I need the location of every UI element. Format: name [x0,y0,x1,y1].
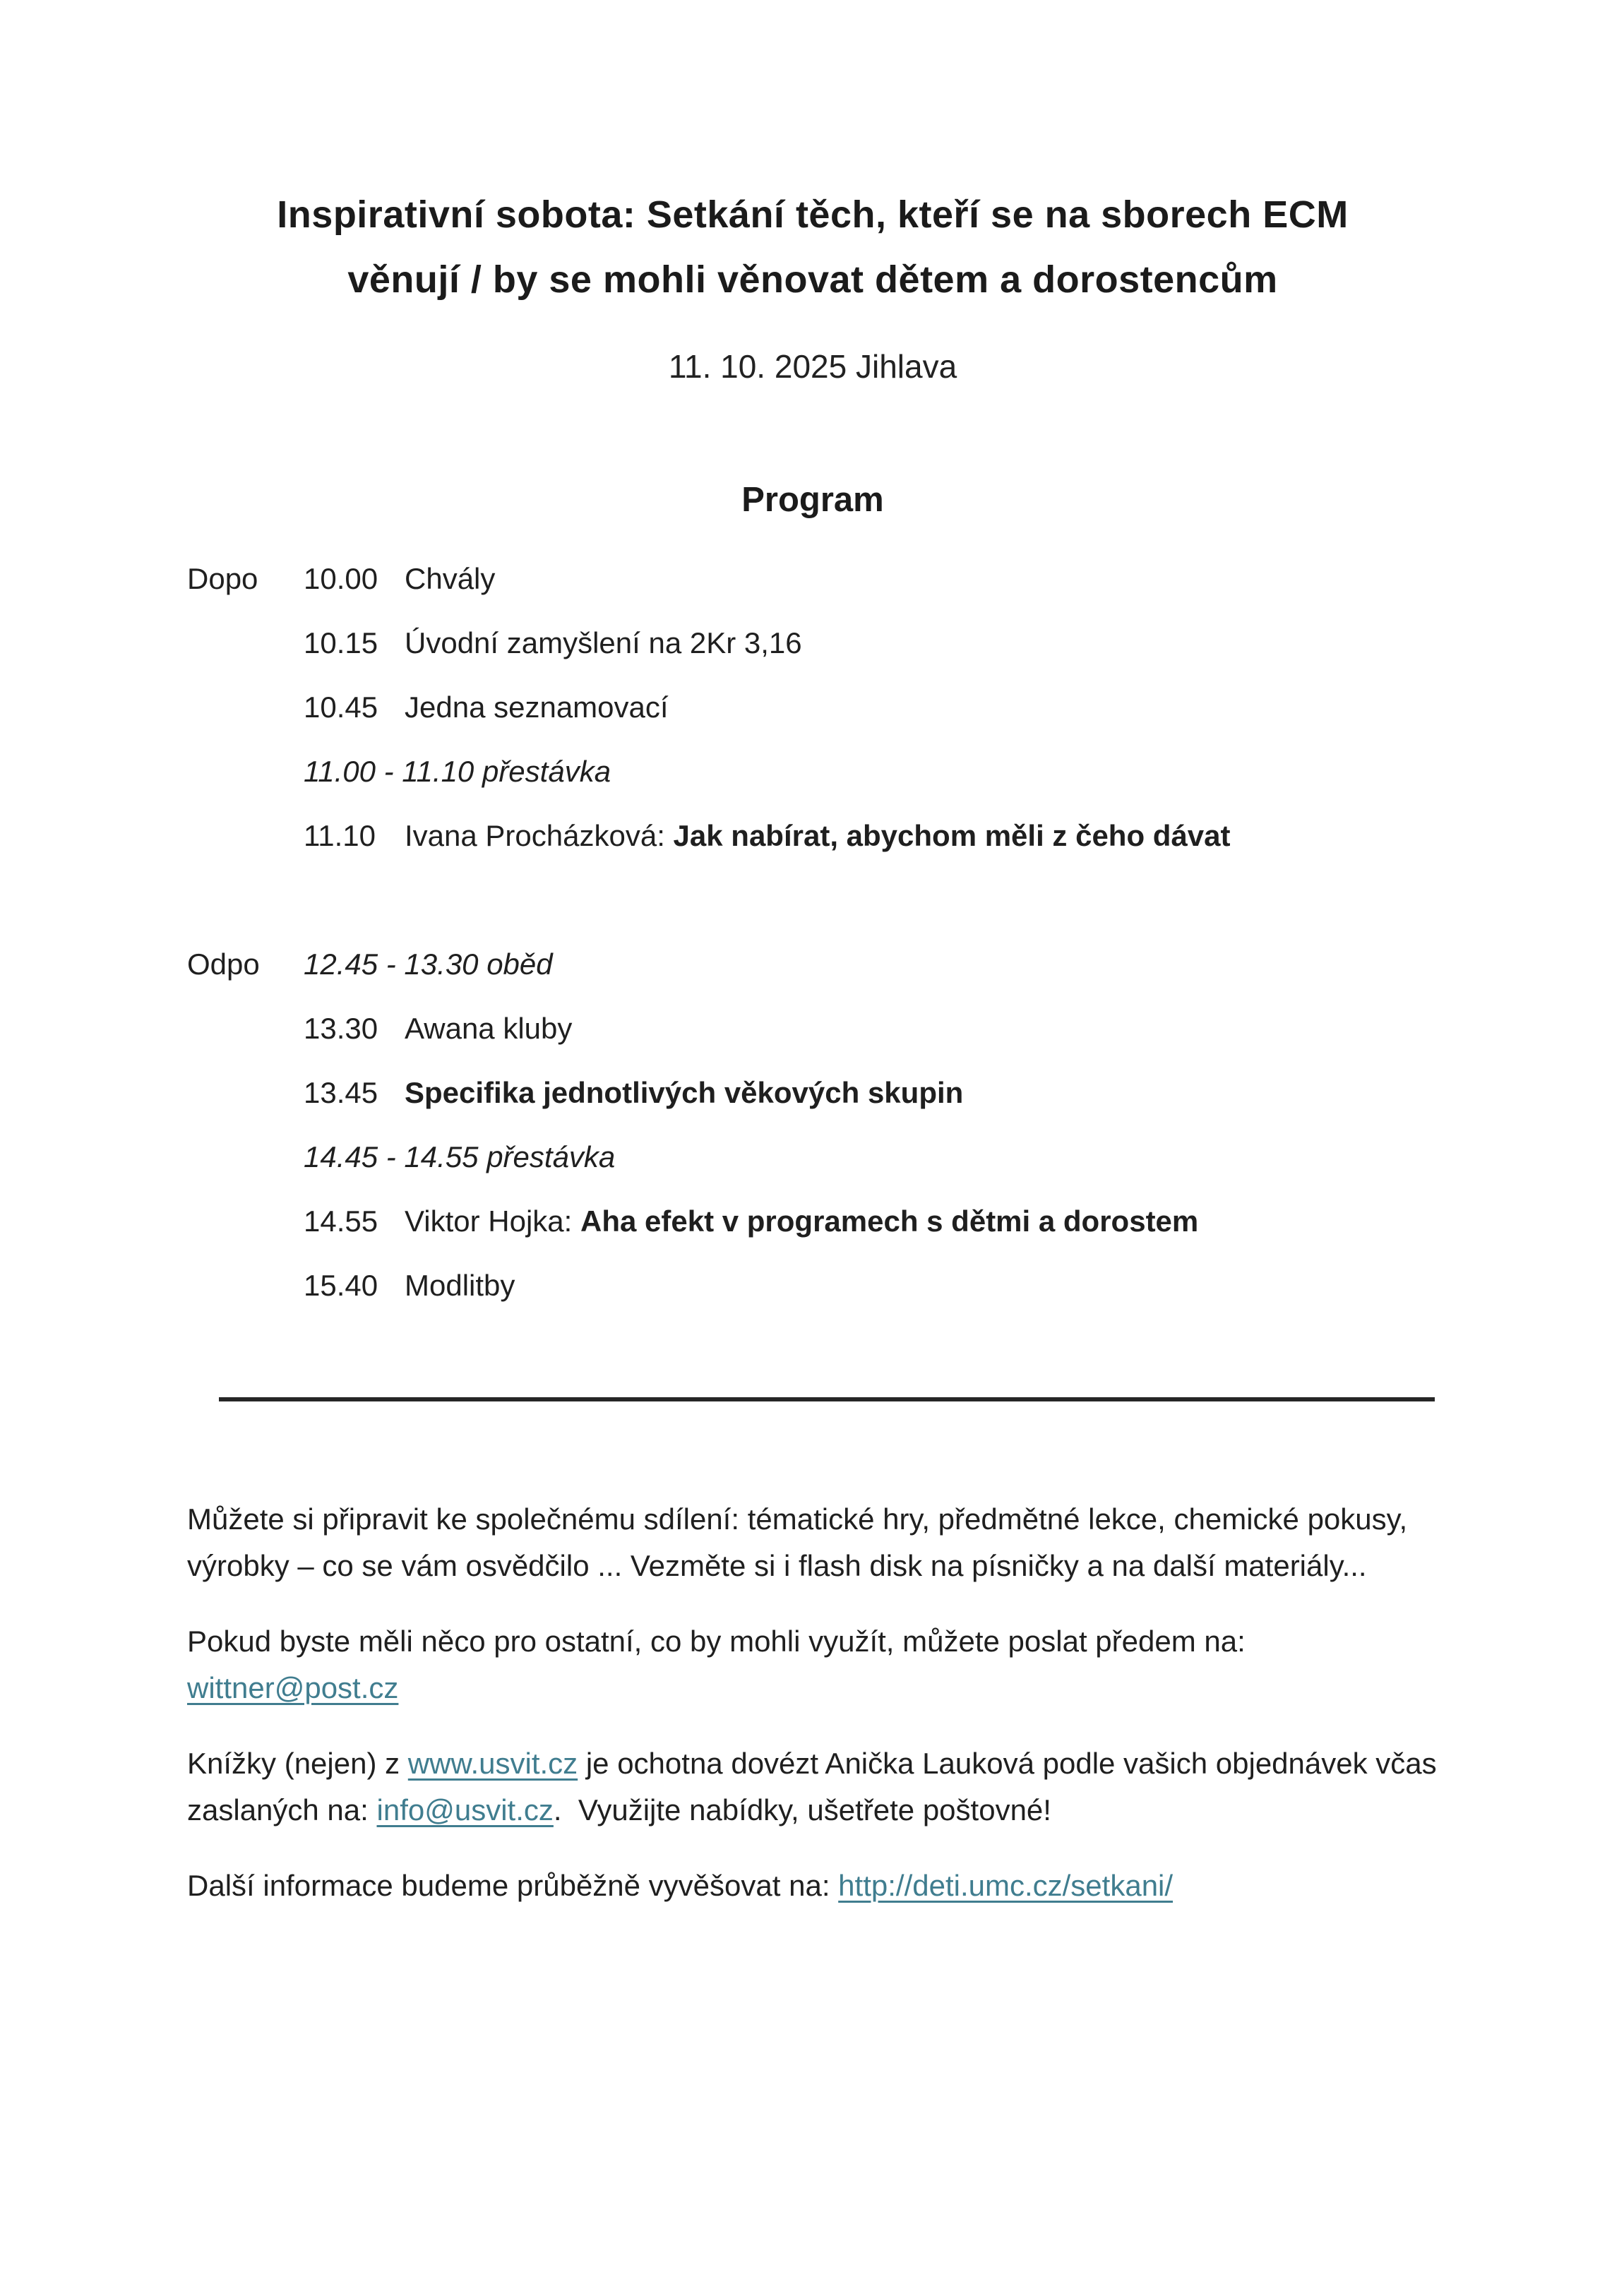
link-usvit-website[interactable]: www.usvit.cz [407,1747,578,1780]
row-description [405,689,1438,726]
row-text: Awana kluby [405,1012,573,1045]
row-break-text: 14.45 - 14.55 přestávka [304,1140,616,1173]
row-time: 15.40 [304,1269,378,1302]
schedule-row [187,561,1438,597]
row-text-bold: Aha efekt v programech s dětmi a dorostem [580,1204,1199,1238]
document-content [187,0,1438,1938]
row-description [405,1010,1438,1047]
row-time: 13.30 [304,1012,378,1045]
schedule-row-break [187,1139,1438,1176]
note-text: Knížky (nejen) z [187,1747,400,1780]
row-time: 13.45 [304,1076,378,1109]
row-description [405,1203,1438,1240]
row-text: Jedna seznamovací [405,690,669,724]
notes-section [187,1496,1438,1909]
email-link-wittner[interactable]: wittner@post.cz [187,1671,399,1704]
schedule-row [187,625,1438,662]
program-schedule [187,561,1438,1304]
document-title [187,182,1438,312]
section-gap [187,882,1438,946]
row-time: 10.00 [304,562,378,595]
title-line-1: Inspirativní sobota: Setkání těch, kteří se na sborech ECM [277,193,1349,236]
note-text: Pokud byste měli něco pro ostatní, co by mohli využít, můžete poslat předem na: [187,1625,1246,1658]
section-divider [219,1397,1435,1401]
row-text: Modlitby [405,1269,515,1302]
row-description [405,561,1438,597]
schedule-row [187,1010,1438,1047]
row-description [405,818,1438,854]
row-text: Úvodní zamyšlení na 2Kr 3,16 [405,626,802,659]
note-text: je ochotna dovézt Anička Lauková podle vašich objednávek včas zaslaných na: [187,1747,1437,1826]
schedule-row-break [187,946,1438,983]
row-time: 10.15 [304,626,378,659]
email-link-usvit-info[interactable]: info@usvit.cz [376,1793,554,1826]
row-text-bold: Specifika jednotlivých věkových skupin [405,1076,964,1109]
row-description [405,625,1438,662]
note-text: . Využijte nabídky, ušetřete poštovné! [553,1793,1051,1826]
schedule-row [187,1267,1438,1304]
row-text: Ivana Procházková: [405,819,674,852]
row-break-text: 11.00 - 11.10 přestávka [304,755,611,788]
note-text: Můžete si připravit ke společnému sdílení: tématické hry, předmětné lekce, chemické pokusy, výrobky – co se vám osvědčilo ... Vezměte si i flash disk na písničky a na další materiály... [187,1502,1408,1582]
link-deti-umc[interactable]: http://deti.umc.cz/setkani/ [838,1869,1174,1902]
row-text-bold: Jak nabírat, abychom měli z čeho dávat [673,819,1231,852]
row-time: 14.55 [304,1204,378,1238]
program-heading: Program [741,481,884,519]
schedule-row [187,818,1438,854]
note-text: Další informace budeme průběžně vyvěšovat na: [187,1869,830,1902]
row-description [405,1267,1438,1304]
title-line-2: věnují / by se mohli věnovat dětem a dorostencům [347,258,1278,301]
row-time: 10.45 [304,690,378,724]
row-text: Viktor Hojka: [405,1204,580,1238]
note-paragraph-books [187,1740,1438,1834]
note-paragraph-more-info [187,1862,1438,1909]
event-date-location: 11. 10. 2025 Jihlava [668,348,957,385]
schedule-row-break [187,753,1438,790]
row-time: 11.10 [304,819,376,852]
row-label: Odpo [187,947,260,981]
schedule-row [187,1075,1438,1111]
row-break-text: 12.45 - 13.30 oběd [304,947,553,981]
schedule-row [187,1203,1438,1240]
row-text: Chvály [405,562,496,595]
row-label: Dopo [187,562,258,595]
schedule-row [187,689,1438,726]
row-description [405,1075,1438,1111]
note-paragraph-send-ahead [187,1618,1438,1711]
note-paragraph-materials [187,1496,1438,1589]
